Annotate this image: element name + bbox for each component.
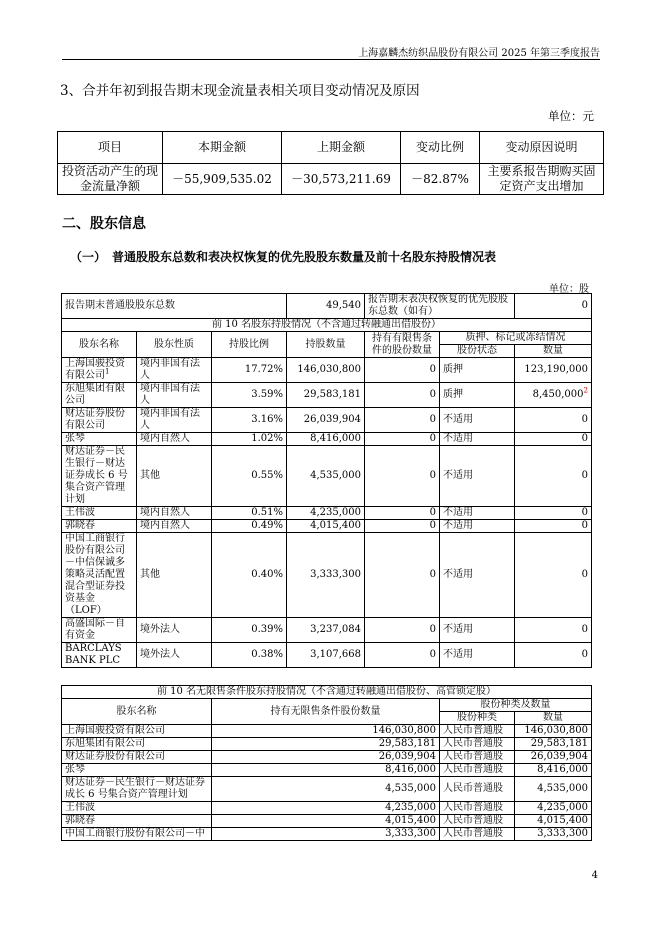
- share-type: 人民币普通股: [440, 764, 515, 777]
- holding-quantity: 4,015,400: [287, 520, 365, 533]
- holding-quantity: 4,235,000: [287, 507, 365, 520]
- share-type: 人民币普通股: [440, 802, 515, 815]
- unrestricted-row: [62, 764, 592, 777]
- share-type-quantity: 4,015,400: [515, 815, 592, 828]
- pledge-status: 不适用: [440, 507, 515, 520]
- share-type-quantity: 26,039,904: [515, 751, 592, 764]
- unrestricted-quantity: 3,333,300: [212, 828, 440, 841]
- unrestricted-quantity: 4,015,400: [212, 815, 440, 828]
- pledge-quantity: 0: [515, 533, 592, 618]
- hdr-pledge-qty: 数量: [515, 345, 592, 358]
- row-previous: －30,573,211.69: [282, 164, 401, 195]
- shareholder-name: 财达证券－民 生银行－财达 证券成长 6 号 集合资产管理 计划: [62, 446, 137, 507]
- row-reason: 主要系报告期购买固 定资产支出增加: [480, 164, 604, 195]
- shareholder-name: 高盛国际－自 有资金: [62, 618, 137, 643]
- footnote-mark: 2: [583, 386, 588, 395]
- pref-holders-label: 报告期末表决权恢复的优先股股东总数（如有）: [365, 294, 515, 319]
- share-type: 人民币普通股: [440, 751, 515, 764]
- top10-section-label: 前 10 名股东持股情况（不含通过转融通出借股份）: [62, 319, 592, 332]
- holding-ratio: 0.40%: [212, 533, 287, 618]
- shareholder-name: 东旭集团有限 公司: [62, 383, 137, 408]
- share-type-quantity: 146,030,800: [515, 725, 592, 738]
- pledge-status: 不适用: [440, 408, 515, 433]
- unrestricted-quantity: 4,235,000: [212, 802, 440, 815]
- restricted-quantity: 0: [365, 408, 440, 433]
- unrestricted-name: 中国工商银行股份有限公司－中: [62, 828, 212, 841]
- col-item: 项目: [58, 132, 163, 164]
- unrestricted-row: [62, 802, 592, 815]
- shareholder-nature: 境内非国有法 人: [137, 358, 212, 383]
- shareholder-nature: 境内非国有法 人: [137, 408, 212, 433]
- u-hdr-type: 股份种类: [440, 712, 515, 725]
- shareholder-name: 张琴: [62, 433, 137, 446]
- unrestricted-row: [62, 738, 592, 751]
- pledge-quantity: 0: [515, 520, 592, 533]
- shareholder-name: 王伟波: [62, 507, 137, 520]
- hdr-pledge-status: 股份状态: [440, 345, 515, 358]
- report-header-title: 上海嘉麟杰纺织品股份有限公司 2025 年第三季度报告: [358, 48, 600, 59]
- holding-quantity: 3,107,668: [287, 643, 365, 668]
- restricted-quantity: 0: [365, 433, 440, 446]
- pledge-status: 质押: [440, 358, 515, 383]
- pledge-quantity: 0: [515, 643, 592, 668]
- u-hdr-name: 股东名称: [62, 699, 212, 725]
- unrestricted-name: 东旭集团有限公司: [62, 738, 212, 751]
- shareholder-nature: 境外法人: [137, 618, 212, 643]
- holding-quantity: 8,416,000: [287, 433, 365, 446]
- u-hdr-quantity: 持有无限售条件股份数量: [212, 699, 440, 725]
- u-hdr-qty: 数量: [515, 712, 592, 725]
- col-previous: 上期金额: [282, 132, 401, 164]
- shareholder-nature: 境内自然人: [137, 433, 212, 446]
- unrestricted-section-label: 前 10 名无限售条件股东持股情况（不含通过转融通出借股份、高管锁定股）: [62, 686, 592, 699]
- unrestricted-quantity: 29,583,181: [212, 738, 440, 751]
- pledge-quantity: 0: [515, 618, 592, 643]
- unrestricted-row: [62, 751, 592, 764]
- pledge-status: 不适用: [440, 446, 515, 507]
- shareholder-row: [62, 446, 592, 507]
- holding-ratio: 0.55%: [212, 446, 287, 507]
- unrestricted-name: 郭晓春: [62, 815, 212, 828]
- total-holders-label: 报告期末普通股股东总数: [62, 294, 287, 319]
- share-type-quantity: 4,235,000: [515, 802, 592, 815]
- holding-ratio: 0.51%: [212, 507, 287, 520]
- unrestricted-row: [62, 777, 592, 802]
- restricted-quantity: 0: [365, 618, 440, 643]
- pledge-quantity: 123,190,000: [515, 358, 592, 383]
- share-type: 人民币普通股: [440, 777, 515, 802]
- col-current: 本期金额: [163, 132, 282, 164]
- holding-ratio: 0.39%: [212, 618, 287, 643]
- shareholder-row: [62, 433, 592, 446]
- shareholder-row: [62, 643, 592, 668]
- holding-quantity: 3,237,084: [287, 618, 365, 643]
- unrestricted-quantity: 4,535,000: [212, 777, 440, 802]
- pledge-status: 不适用: [440, 643, 515, 668]
- page-number: 4: [591, 870, 598, 881]
- shareholder-nature: 境内自然人: [137, 520, 212, 533]
- shareholder-name: 财达证券股份 有限公司: [62, 408, 137, 433]
- hdr-name: 股东名称: [62, 332, 137, 358]
- shareholder-nature: 其他: [137, 533, 212, 618]
- unrestricted-row: [62, 828, 592, 841]
- unrestricted-row: [62, 725, 592, 738]
- unrestricted-name: 张琴: [62, 764, 212, 777]
- pledge-status: 不适用: [440, 433, 515, 446]
- shareholder-nature: 境外法人: [137, 643, 212, 668]
- share-type-quantity: 8,416,000: [515, 764, 592, 777]
- cashflow-change-table: [57, 131, 604, 195]
- shareholder-nature: 境内非国有法 人: [137, 383, 212, 408]
- pledge-status: 不适用: [440, 520, 515, 533]
- holding-ratio: 0.38%: [212, 643, 287, 668]
- pledge-quantity: 0: [515, 446, 592, 507]
- unrestricted-quantity: 8,416,000: [212, 764, 440, 777]
- row-current: －55,909,535.02: [163, 164, 282, 195]
- col-reason: 变动原因说明: [480, 132, 604, 164]
- pledge-status: 不适用: [440, 618, 515, 643]
- shareholder-row: [62, 618, 592, 643]
- share-type: 人民币普通股: [440, 725, 515, 738]
- shareholder-name: 中国工商银行 股份有限公司 －中信保诚多 策略灵活配置 混合型证券投 资基金 （LOF）: [62, 533, 137, 618]
- share-type-quantity: 4,535,000: [515, 777, 592, 802]
- shareholder-row: [62, 358, 592, 383]
- holding-ratio: 3.59%: [212, 383, 287, 408]
- unrestricted-quantity: 26,039,904: [212, 751, 440, 764]
- hdr-pledge-group: 质押、标记或冻结情况: [440, 332, 592, 345]
- restricted-quantity: 0: [365, 507, 440, 520]
- share-type: 人民币普通股: [440, 828, 515, 841]
- hdr-nature: 股东性质: [137, 332, 212, 358]
- hdr-ratio: 持股比例: [212, 332, 287, 358]
- holding-ratio: 3.16%: [212, 408, 287, 433]
- pledge-quantity: 8,450,000$^2$: [515, 383, 592, 408]
- restricted-quantity: 0: [365, 643, 440, 668]
- shareholder-name: BARCLAYS BANK PLC: [62, 643, 137, 668]
- shareholder-row: [62, 507, 592, 520]
- shareholder-section-title: 二、股东信息: [62, 216, 146, 232]
- shareholder-name: 郭晓春: [62, 520, 137, 533]
- unrestricted-name: 王伟波: [62, 802, 212, 815]
- shareholder-nature: 其他: [137, 446, 212, 507]
- section3-unit: 单位：元: [548, 109, 594, 123]
- share-type: 人民币普通股: [440, 815, 515, 828]
- pledge-status: 质押: [440, 383, 515, 408]
- hdr-restricted: 持有有限售条 件的股份数量: [365, 332, 440, 358]
- holding-ratio: 1.02%: [212, 433, 287, 446]
- share-type-quantity: 29,583,181: [515, 738, 592, 751]
- share-type-quantity: 3,333,300: [515, 828, 592, 841]
- restricted-quantity: 0: [365, 358, 440, 383]
- share-type: 人民币普通股: [440, 738, 515, 751]
- shareholder-row: [62, 383, 592, 408]
- shareholder-row: [62, 533, 592, 618]
- col-ratio: 变动比例: [401, 132, 480, 164]
- footnote-mark: 1: [105, 367, 110, 376]
- restricted-quantity: 0: [365, 520, 440, 533]
- holding-quantity: 146,030,800: [287, 358, 365, 383]
- shareholder-name: 上海国骏投资 有限公司$^1$: [62, 358, 137, 383]
- row-ratio: －82.87%: [401, 164, 480, 195]
- pref-holders-value: 0: [515, 294, 592, 319]
- shareholder-nature: 境内自然人: [137, 507, 212, 520]
- holding-ratio: 0.49%: [212, 520, 287, 533]
- unrestricted-name: 上海国骏投资有限公司: [62, 725, 212, 738]
- top10-shareholders-table: [61, 293, 592, 668]
- unrestricted-row: [62, 815, 592, 828]
- holding-quantity: 4,535,000: [287, 446, 365, 507]
- holding-quantity: 26,039,904: [287, 408, 365, 433]
- hdr-quantity: 持股数量: [287, 332, 365, 358]
- unrestricted-shareholders-table: [61, 685, 592, 841]
- unrestricted-name: 财达证券股份有限公司: [62, 751, 212, 764]
- holding-quantity: 3,333,300: [287, 533, 365, 618]
- holding-quantity: 29,583,181: [287, 383, 365, 408]
- shareholder-row: [62, 408, 592, 433]
- unrestricted-name: 财达证券－民生银行－财达证券 成长 6 号集合资产管理计划: [62, 777, 212, 802]
- restricted-quantity: 0: [365, 533, 440, 618]
- header-divider: [62, 59, 600, 60]
- row-item: 投资活动产生的现 金流量净额: [58, 164, 163, 195]
- pledge-quantity: 0: [515, 507, 592, 520]
- pledge-quantity: 0: [515, 408, 592, 433]
- restricted-quantity: 0: [365, 446, 440, 507]
- shareholder-row: [62, 520, 592, 533]
- total-holders-value: 49,540: [287, 294, 365, 319]
- restricted-quantity: 0: [365, 383, 440, 408]
- shareholder-unit: 单位：股: [549, 284, 589, 295]
- pledge-quantity: 0: [515, 433, 592, 446]
- holding-ratio: 17.72%: [212, 358, 287, 383]
- unrestricted-quantity: 146,030,800: [212, 725, 440, 738]
- section3-title: 3、合并年初到报告期末现金流量表相关项目变动情况及原因: [60, 83, 420, 99]
- shareholder-subsection-title: （一） 普通股股东总数和表决权恢复的优先股股东数量及前十名股东持股情况表: [70, 250, 497, 264]
- u-hdr-type-group: 股份种类及数量: [440, 699, 592, 712]
- pledge-status: 不适用: [440, 533, 515, 618]
